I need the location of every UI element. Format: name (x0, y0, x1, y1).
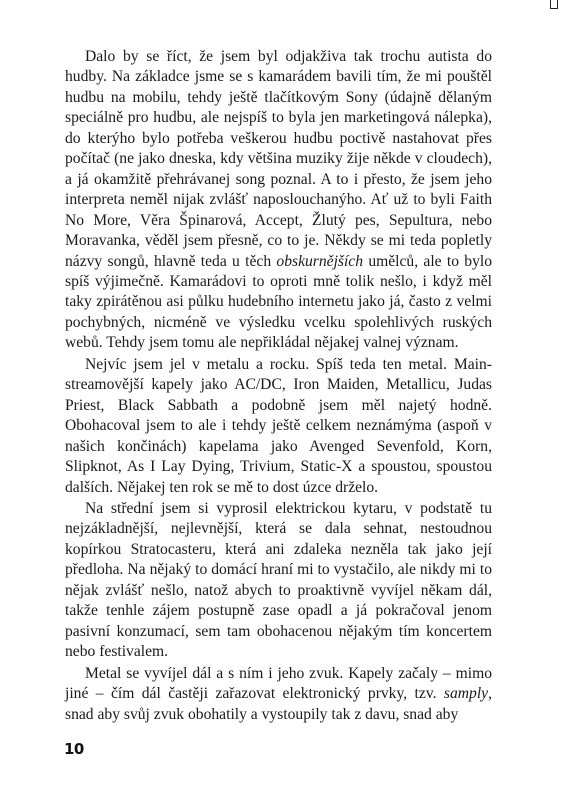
text-run: Dalo by se říct, že jsem byl odjakživa tak trochu autista do hudby. Na základce jsme se s kamarádem bavili tím, že mi pouštěl hudbu na mobilu, tehdy ještě tlačítkovým Sony (údajně dělaným speciálně pro hudbu, ale nejspíš to byla jen marketingová nálepka), do kterýho bylo potřeba veškerou hudbu poctivě nastahovat přes počítač (ne jako dneska, kdy většina muziky žije někde v cloudech), a já okamžitě přehrávanej song poznal. A to i přesto, že jsem jeho interpreta neměl nijak zvlášť naposlouchanýho. Ať už to byli Faith No More, Věra Špinarová, Accept, Žlutý pes, Sepultura, nebo Moravanka, věděl jsem přesně, co to je. Někdy se mi teda popletly názvy songů, hlavně teda u těch (65, 48, 492, 270)
italic-run: obskurnějších (276, 252, 364, 270)
text-run: Nejvíc jsem jel v metalu a rocku. Spíš teda ten metal. Mainstreamovější kapely jako AC/DC, Iron Maiden, Metallicu, Judas Priest, Black Sabbath a podobně jsem měl najetý hodně. Obohacoval jsem to ale i tehdy ještě celkem neznámýma (aspoň v našich končinách) kapelama jako Avenged Sevenfold, Korn, Slipknot, As I Lay Dying, Trivium, Static-X a spoustou, spoustou dalších. Nějakej ten rok se mě to dost úzce drželo. (65, 355, 492, 496)
crop-mark-icon (550, 0, 558, 9)
text-run: , snad aby svůj zvuk obohatily a vystoupily tak z davu, snad aby (65, 685, 492, 723)
paragraph (65, 499, 492, 663)
paragraph (65, 355, 492, 498)
body-text (65, 47, 492, 725)
paragraph (65, 664, 492, 725)
paragraph (65, 47, 492, 354)
text-run: Na střední jsem si vyprosil elektrickou kytaru, v podstatě tu nejzákladnější, nejlevnější, která se dala sehnat, nestoudnou kopírkou Stratocasteru, která ani zdaleka nezněla tak jako její předloha. Na nějaký to domácí hraní mi to vystačilo, ale nikdy mi to nějak zvlášť nešlo, natož abych to proaktivně vyvíjel někam dál, takže tenhle zájem postupně zase opadl a já pokračoval jenom pasivní konzumací, sem tam obohacenou nějakým tím koncertem nebo festivalem. (65, 499, 492, 661)
italic-run: samply (443, 685, 489, 703)
text-run: umělců, ale to bylo spíš výjimečně. Kamarádovi to oproti mně tolik nešlo, i když měl taky zpirátěnou asi půlku hudebního internetu jako já, často z velmi pochybných, nicméně ve výsledku vcelku spolehlivých ruských webů. Tehdy jsem tomu ale nepřikládal nějakej valnej význam. (65, 252, 492, 352)
page-number: 10 (64, 740, 84, 758)
text-run: Metal se vyvíjel dál a s ním i jeho zvuk. Kapely začaly – mimo jiné – čím dál častěji zařazovat elektronický prvky, tzv. (65, 664, 492, 703)
